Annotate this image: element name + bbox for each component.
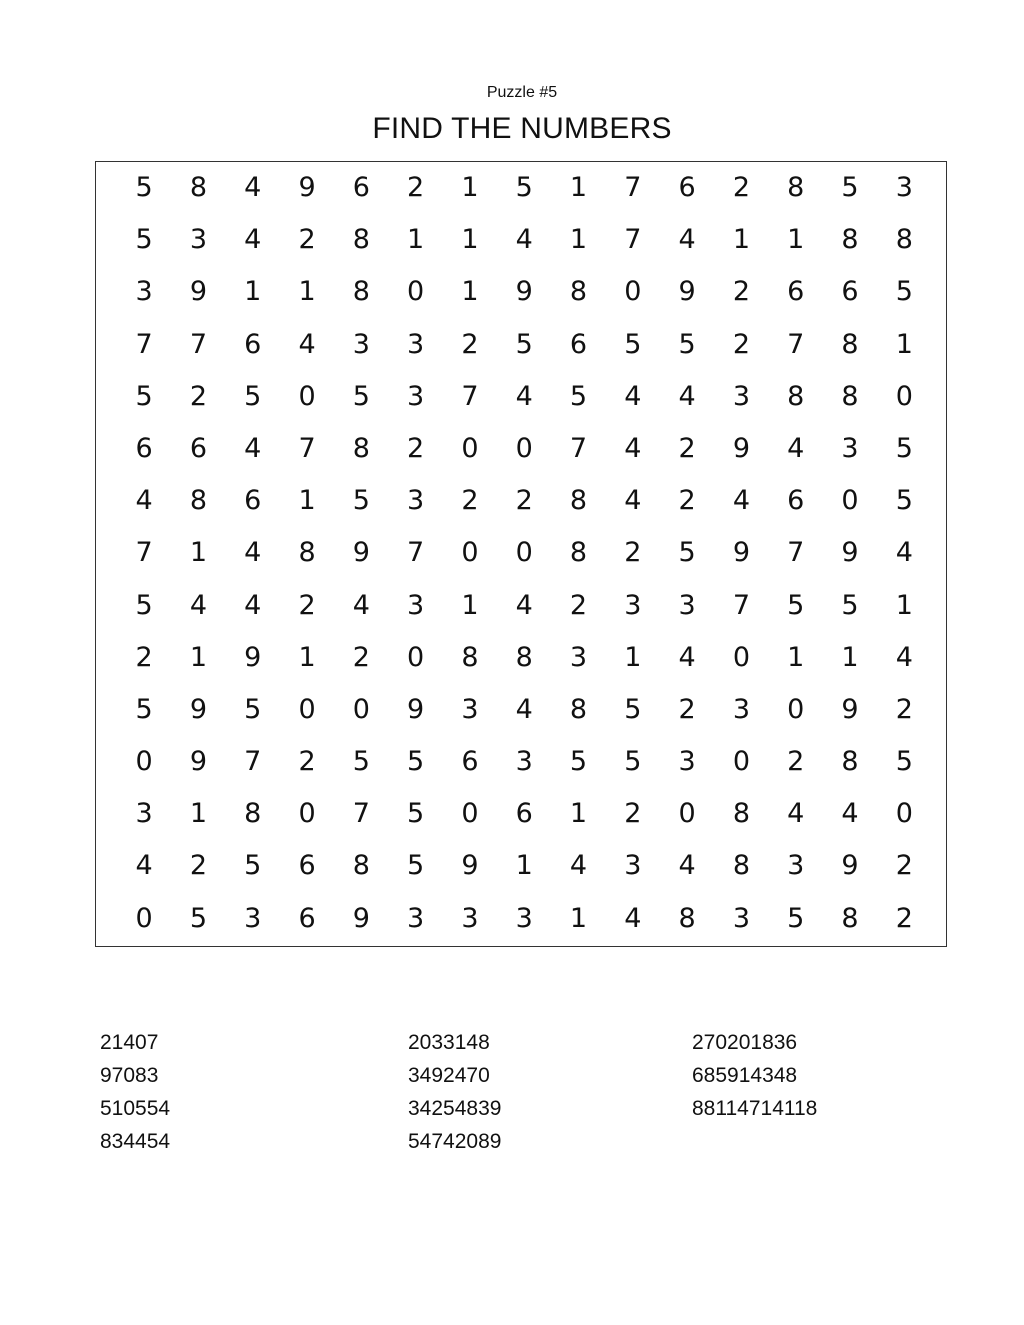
grid-cell: 0	[407, 641, 425, 673]
grid-cell: 5	[569, 380, 588, 412]
grid-cell: 4	[244, 172, 262, 203]
grid-cell: 1	[189, 537, 208, 569]
grid-cell: 8	[515, 641, 533, 673]
grid-cell: 5	[244, 693, 262, 725]
grid-cell: 4	[895, 537, 913, 569]
grid-cell: 1	[244, 276, 262, 308]
grid-cell: 4	[569, 850, 588, 882]
grid-cell: 4	[515, 589, 533, 621]
grid-cell: 2	[189, 380, 208, 412]
grid-cell: 0	[732, 746, 750, 778]
grid-cell: 1	[569, 902, 588, 934]
grid-cell: 3	[135, 798, 153, 830]
grid-cell: 4	[787, 798, 805, 830]
grid-cell: 9	[352, 537, 370, 569]
grid-cell: 5	[787, 902, 805, 934]
grid-cell: 3	[624, 850, 642, 882]
grid-cell: 1	[461, 172, 479, 203]
grid-cell: 3	[407, 589, 425, 621]
grid-cell: 5	[895, 276, 913, 308]
grid-cell: 5	[352, 485, 370, 517]
grid-cell: 4	[678, 224, 696, 256]
puzzle-grid	[117, 162, 932, 945]
grid-cell: 5	[189, 902, 208, 934]
grid-cell: 5	[569, 746, 588, 778]
grid-cell: 6	[352, 172, 370, 203]
grid-cell: 9	[189, 746, 208, 778]
grid-cell: 5	[352, 746, 370, 778]
grid-cell: 8	[298, 537, 316, 569]
grid-cell: 5	[407, 850, 425, 882]
grid-cell: 1	[298, 485, 316, 517]
grid-cell: 2	[352, 641, 370, 673]
grid-cell: 7	[569, 432, 588, 464]
grid-cell: 7	[732, 589, 750, 621]
grid-cell: 5	[135, 380, 153, 412]
grid-cell: 3	[135, 276, 153, 308]
grid-cell: 0	[298, 798, 316, 830]
grid-cell: 4	[515, 224, 533, 256]
grid-cell: 6	[787, 485, 805, 517]
grid-cell: 7	[624, 224, 642, 256]
grid-cell: 5	[841, 172, 859, 203]
grid-cell: 2	[732, 172, 750, 203]
grid-cell: 6	[787, 276, 805, 308]
grid-cell: 5	[841, 589, 859, 621]
grid-cell: 3	[407, 380, 425, 412]
grid-cell: 9	[407, 693, 425, 725]
grid-cell: 8	[895, 224, 913, 256]
grid-cell: 2	[407, 172, 425, 203]
grid-cell: 4	[624, 902, 642, 934]
grid-cell: 8	[569, 276, 588, 308]
grid-cell: 8	[841, 746, 859, 778]
grid-cell: 8	[787, 172, 805, 203]
grid-cell: 2	[732, 328, 750, 360]
grid-cell: 2	[189, 850, 208, 882]
grid-cell: 4	[244, 432, 262, 464]
grid-cell: 0	[787, 693, 805, 725]
grid-cell: 7	[135, 328, 153, 360]
grid-cell: 5	[244, 850, 262, 882]
grid-cell: 3	[841, 432, 859, 464]
grid-cell: 8	[732, 850, 750, 882]
grid-cell: 4	[732, 485, 750, 517]
grid-cell: 0	[461, 798, 479, 830]
word-list-item: 3492470	[408, 1064, 490, 1087]
grid-cell: 5	[678, 328, 696, 360]
grid-cell: 6	[678, 172, 696, 203]
grid-cell: 8	[569, 693, 588, 725]
grid-cell: 4	[841, 798, 859, 830]
grid-cell: 4	[515, 693, 533, 725]
grid-cell: 0	[624, 276, 642, 308]
grid-cell: 5	[624, 693, 642, 725]
grid-cell: 8	[569, 537, 588, 569]
grid-cell: 5	[787, 589, 805, 621]
word-list-item: 21407	[100, 1031, 159, 1054]
word-list-column-1	[100, 1026, 170, 1158]
grid-cell: 2	[895, 902, 913, 934]
grid-cell: 0	[135, 902, 153, 934]
grid-cell: 2	[407, 432, 425, 464]
grid-cell: 7	[189, 328, 208, 360]
grid-cell: 6	[189, 432, 208, 464]
grid-cell: 3	[732, 380, 750, 412]
grid-cell: 3	[407, 485, 425, 517]
grid-cell: 2	[678, 432, 696, 464]
word-list-item: 88114714118	[692, 1097, 818, 1120]
grid-cell: 9	[841, 537, 859, 569]
grid-cell: 1	[569, 172, 588, 203]
grid-cell: 2	[895, 693, 913, 725]
grid-cell: 9	[732, 537, 750, 569]
grid-cell: 6	[244, 328, 262, 360]
grid-cell: 8	[352, 850, 370, 882]
grid-cell: 3	[678, 589, 696, 621]
word-list-column-3	[692, 1026, 817, 1125]
grid-cell: 9	[189, 276, 208, 308]
grid-cell: 9	[841, 850, 859, 882]
grid-cell: 5	[678, 537, 696, 569]
grid-cell: 0	[298, 693, 316, 725]
word-list-item: 270201836	[692, 1031, 798, 1054]
grid-cell: 4	[624, 380, 642, 412]
grid-cell: 5	[135, 224, 153, 256]
grid-cell: 1	[787, 224, 805, 256]
grid-cell: 3	[732, 693, 750, 725]
grid-cell: 3	[787, 850, 805, 882]
grid-cell: 1	[569, 224, 588, 256]
page-title: FIND THE NUMBERS	[372, 112, 672, 145]
grid-cell: 3	[624, 589, 642, 621]
grid-cell: 6	[298, 850, 316, 882]
word-list-item: 54742089	[408, 1130, 502, 1153]
grid-cell: 0	[298, 380, 316, 412]
grid-cell: 5	[135, 589, 153, 621]
grid-cell: 1	[841, 641, 859, 673]
grid-cell: 4	[244, 224, 262, 256]
grid-cell: 9	[298, 172, 316, 203]
grid-cell: 4	[678, 850, 696, 882]
grid-cell: 4	[895, 641, 913, 673]
grid-cell: 3	[678, 746, 696, 778]
grid-cell: 8	[841, 380, 859, 412]
grid-cell: 8	[244, 798, 262, 830]
grid-cell: 8	[189, 172, 208, 203]
grid-cell: 0	[895, 380, 913, 412]
grid-cell: 4	[787, 432, 805, 464]
grid-cell: 8	[787, 380, 805, 412]
grid-cell: 2	[678, 693, 696, 725]
grid-cell: 5	[895, 485, 913, 517]
grid-cell: 1	[461, 224, 479, 256]
puzzle-number: Puzzle #5	[486, 84, 558, 101]
grid-cell: 3	[895, 172, 913, 203]
grid-cell: 3	[244, 902, 262, 934]
grid-cell: 3	[461, 902, 479, 934]
grid-cell: 1	[895, 589, 913, 621]
grid-cell: 7	[461, 380, 479, 412]
grid-cell: 1	[624, 641, 642, 673]
grid-cell: 8	[569, 485, 588, 517]
grid-cell: 2	[732, 276, 750, 308]
grid-cell: 0	[135, 746, 153, 778]
grid-cell: 3	[461, 693, 479, 725]
grid-cell: 5	[407, 798, 425, 830]
grid-cell: 1	[298, 641, 316, 673]
grid-cell: 4	[244, 537, 262, 569]
grid-cell: 3	[515, 746, 533, 778]
grid-cell: 9	[244, 641, 262, 673]
grid-cell: 5	[895, 746, 913, 778]
grid-cell: 8	[732, 798, 750, 830]
grid-cell: 6	[298, 902, 316, 934]
grid-cell: 8	[841, 328, 859, 360]
grid-cell: 2	[298, 746, 316, 778]
grid-cell: 4	[515, 380, 533, 412]
word-list-item: 2033148	[408, 1031, 490, 1054]
grid-cell: 0	[461, 432, 479, 464]
grid-cell: 0	[352, 693, 370, 725]
grid-cell: 9	[515, 276, 533, 308]
grid-cell: 5	[624, 746, 642, 778]
word-list-item: 34254839	[408, 1097, 502, 1120]
grid-cell: 1	[787, 641, 805, 673]
grid-cell: 1	[895, 328, 913, 360]
grid-cell: 6	[569, 328, 588, 360]
grid-cell: 5	[135, 172, 153, 203]
grid-cell: 8	[841, 224, 859, 256]
grid-cell: 8	[841, 902, 859, 934]
grid-cell: 2	[569, 589, 588, 621]
grid-cell: 9	[189, 693, 208, 725]
grid-cell: 2	[135, 641, 153, 673]
word-list-item: 97083	[100, 1064, 159, 1087]
grid-cell: 7	[244, 746, 262, 778]
grid-cell: 3	[732, 902, 750, 934]
grid-cell: 4	[189, 589, 208, 621]
grid-cell: 7	[135, 537, 153, 569]
grid-cell: 6	[135, 432, 153, 464]
grid-cell: 5	[352, 380, 370, 412]
grid-cell: 6	[515, 798, 533, 830]
grid-cell: 7	[298, 432, 316, 464]
grid-cell: 1	[732, 224, 750, 256]
grid-cell: 4	[135, 485, 153, 517]
grid-cell: 4	[624, 432, 642, 464]
grid-cell: 3	[407, 328, 425, 360]
grid-cell: 0	[678, 798, 696, 830]
grid-cell: 2	[787, 746, 805, 778]
grid-cell: 6	[841, 276, 859, 308]
grid-cell: 2	[298, 589, 316, 621]
grid-cell: 9	[678, 276, 696, 308]
grid-cell: 5	[515, 172, 533, 203]
grid-cell: 9	[841, 693, 859, 725]
grid-cell: 4	[678, 380, 696, 412]
grid-cell: 3	[189, 224, 208, 256]
grid-cell: 4	[678, 641, 696, 673]
grid-cell: 5	[624, 328, 642, 360]
grid-cell: 8	[352, 432, 370, 464]
grid-cell: 1	[298, 276, 316, 308]
grid-cell: 7	[407, 537, 425, 569]
grid-cell: 9	[461, 850, 479, 882]
grid-cell: 5	[244, 380, 262, 412]
grid-cell: 2	[624, 798, 642, 830]
grid-cell: 8	[352, 224, 370, 256]
grid-cell: 7	[624, 172, 642, 203]
word-list-item: 510554	[100, 1097, 171, 1120]
grid-cell: 5	[135, 693, 153, 725]
grid-cell: 4	[352, 589, 370, 621]
grid-cell: 0	[461, 537, 479, 569]
grid-cell: 5	[895, 432, 913, 464]
grid-cell: 9	[732, 432, 750, 464]
grid-cell: 1	[407, 224, 425, 256]
grid-cell: 8	[678, 902, 696, 934]
grid-cell: 2	[298, 224, 316, 256]
grid-cell: 3	[407, 902, 425, 934]
grid-cell: 0	[515, 537, 533, 569]
grid-cell: 8	[352, 276, 370, 308]
grid-cell: 1	[515, 850, 533, 882]
grid-cell: 6	[461, 746, 479, 778]
grid-cell: 8	[189, 485, 208, 517]
grid-cell: 1	[461, 589, 479, 621]
grid-cell: 0	[515, 432, 533, 464]
word-list-item: 685914348	[692, 1064, 798, 1087]
grid-cell: 0	[732, 641, 750, 673]
grid-cell: 7	[352, 798, 370, 830]
grid-cell: 2	[624, 537, 642, 569]
grid-cell: 0	[895, 798, 913, 830]
grid-cell: 4	[135, 850, 153, 882]
grid-cell: 1	[461, 276, 479, 308]
grid-cell: 3	[515, 902, 533, 934]
word-list-item: 834454	[100, 1130, 171, 1153]
grid-cell: 1	[189, 641, 208, 673]
word-list-column-2	[408, 1026, 501, 1158]
grid-cell: 2	[461, 485, 479, 517]
grid-cell: 2	[895, 850, 913, 882]
grid-cell: 4	[298, 328, 316, 360]
grid-cell: 1	[189, 798, 208, 830]
grid-cell: 2	[678, 485, 696, 517]
grid-cell: 7	[787, 328, 805, 360]
grid-cell: 2	[515, 485, 533, 517]
grid-cell: 2	[461, 328, 479, 360]
grid-cell: 3	[352, 328, 370, 360]
grid-cell: 1	[569, 798, 588, 830]
grid-cell: 5	[515, 328, 533, 360]
grid-cell: 5	[407, 746, 425, 778]
grid-cell: 9	[352, 902, 370, 934]
grid-cell: 4	[624, 485, 642, 517]
grid-cell: 3	[569, 641, 588, 673]
grid-cell: 7	[787, 537, 805, 569]
grid-cell: 4	[244, 589, 262, 621]
grid-cell: 6	[244, 485, 262, 517]
grid-cell: 8	[461, 641, 479, 673]
grid-cell: 0	[841, 485, 859, 517]
grid-cell: 0	[407, 276, 425, 308]
